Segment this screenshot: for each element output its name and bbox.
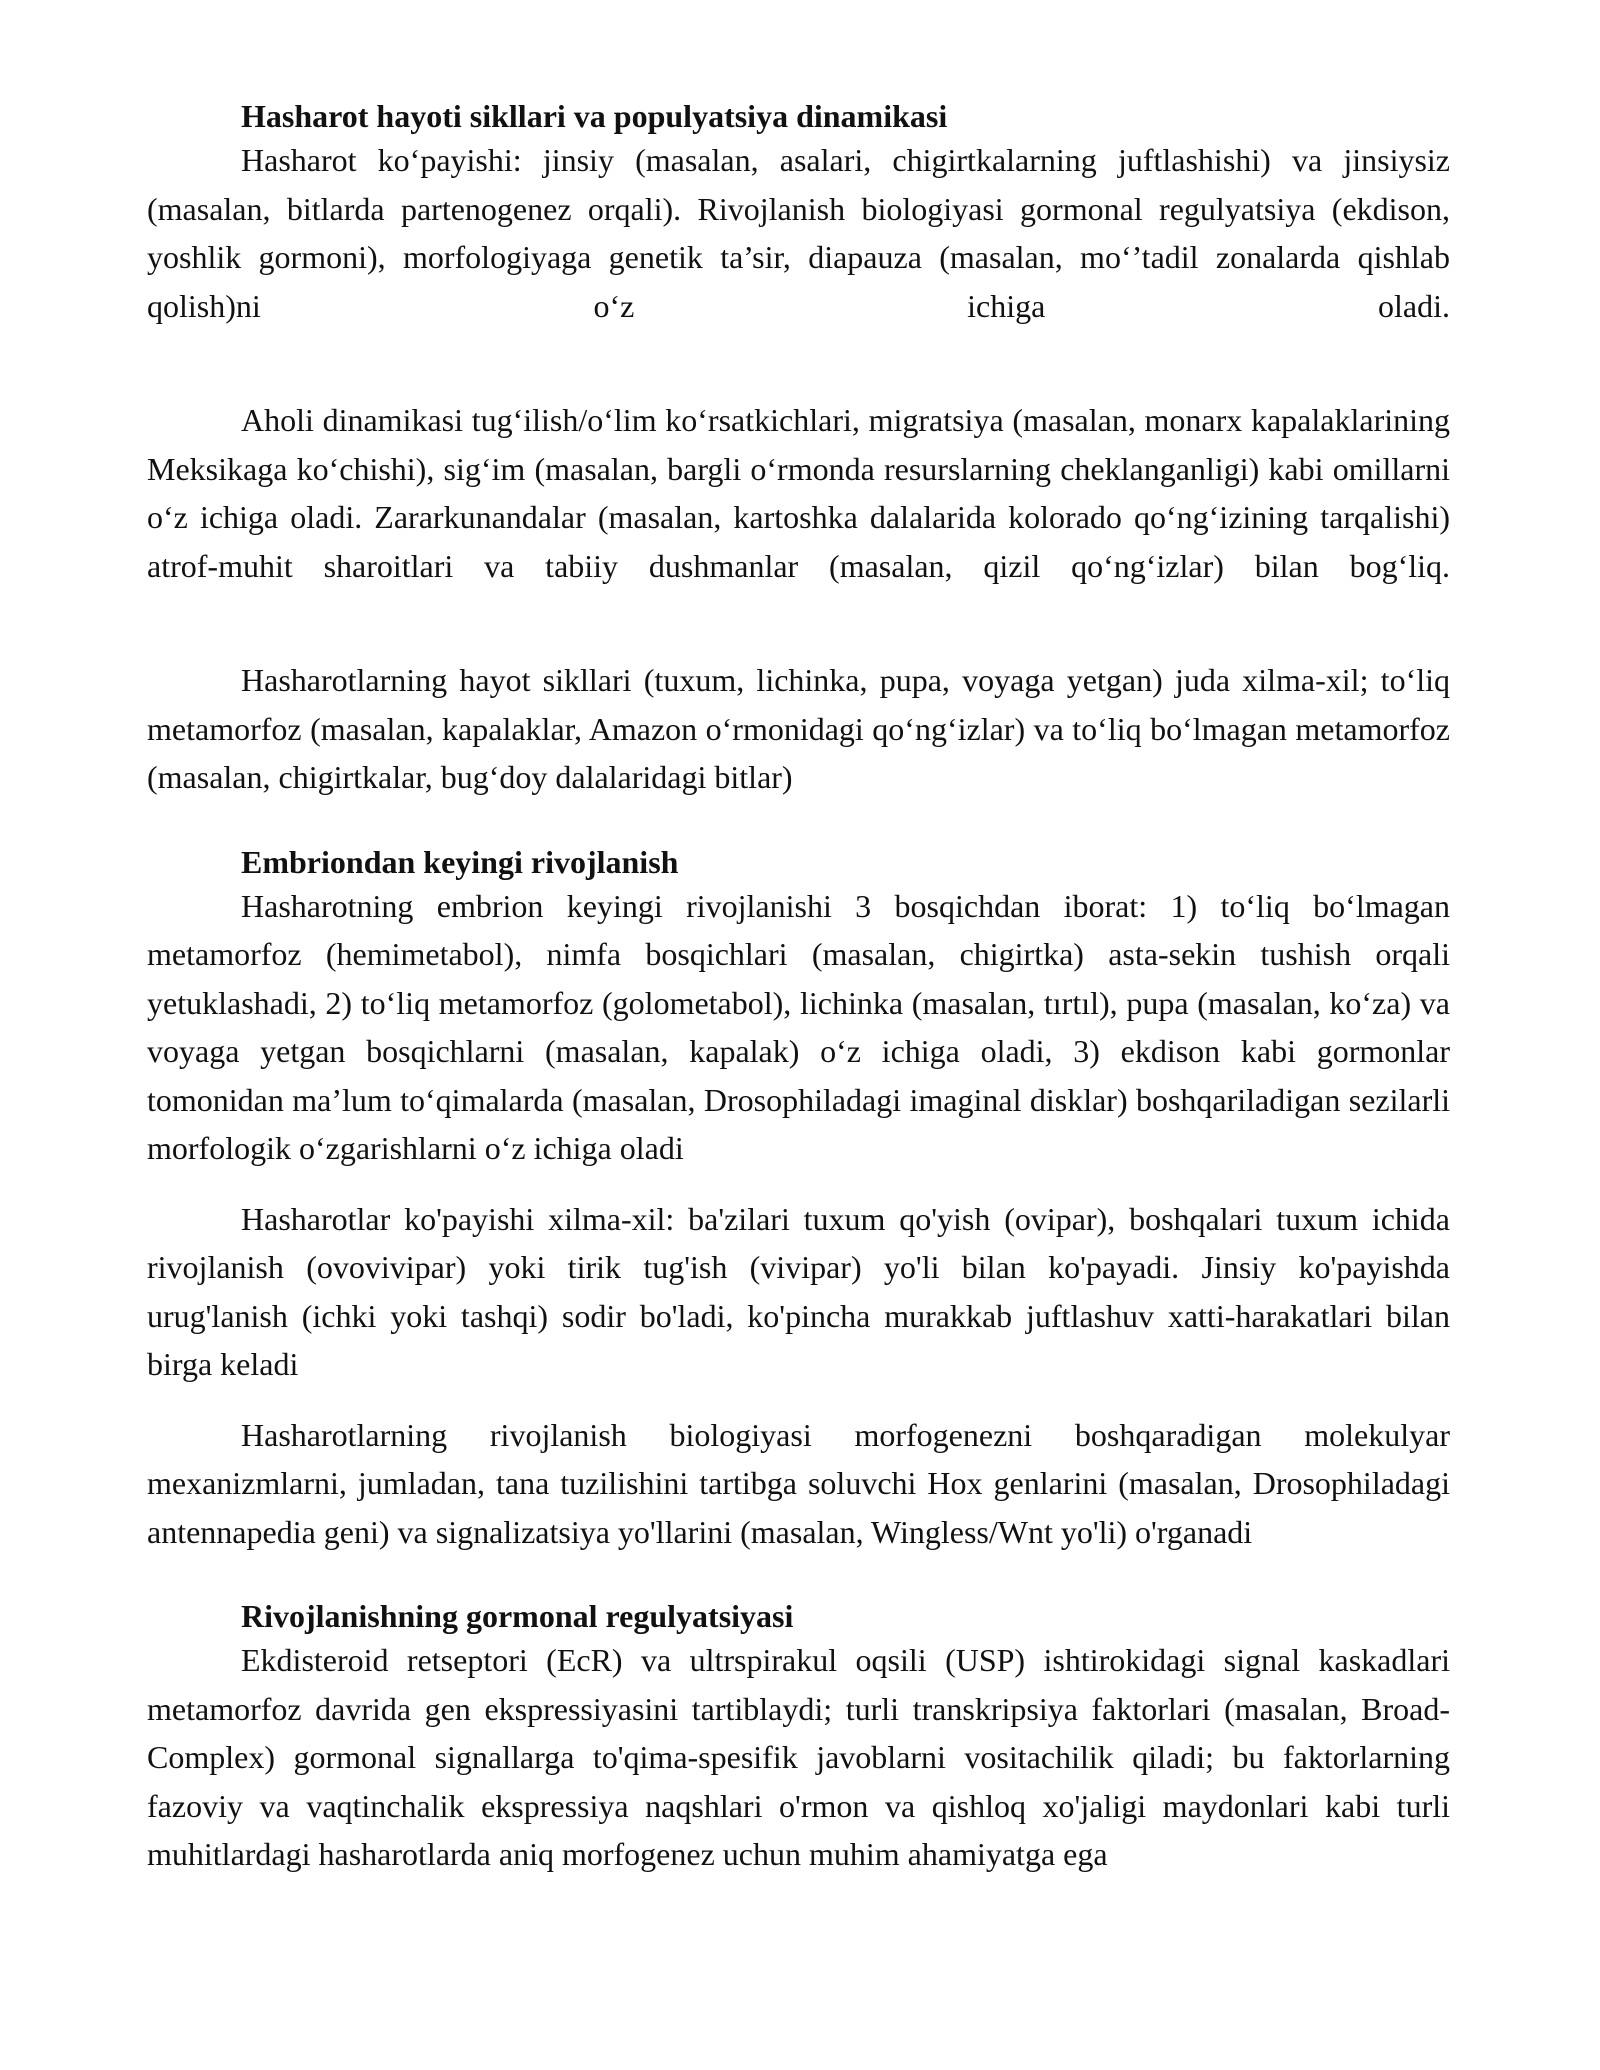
paragraph-developmental-biology: Hasharotlarning rivojlanish biologiyasi morfogenezni boshqaradigan molekulyar mexanizmlarni, jumladan, tana tuzilishini tartibga soluvchi Hox genlarini (masalan, Drosophiladagi antennapedia geni) va signalizatsiya yo'llarini (masalan, Wingless/Wnt yo'li) o'rganadi bbox=[147, 1416, 1450, 1550]
paragraph-life-cycles: Hasharotlarning hayot sikllari (tuxum, lichinka, pupa, voyaga yetgan) juda xilma-xil; to‘liq metamorfoz (masalan, kapalaklar, Amazon o‘rmonidagi qo‘ng‘izlar) va to‘liq bo‘lmagan metamorfoz (masalan, chigirtkalar, bug‘doy dalalaridagi bitlar) bbox=[147, 662, 1450, 795]
section-heading-postembryonic: Embriondan keyingi rivojlanish bbox=[241, 843, 679, 880]
section-heading-hormonal-regulation: Rivojlanishning gormonal regulyatsiyasi bbox=[241, 1598, 794, 1634]
paragraph-population-dynamics: Aholi dinamikasi tug‘ilish/o‘lim ko‘rsatkichlari, migratsiya (masalan, monarx kapalaklarining Meksikaga ko‘chishi), sig‘im (masalan, bargli o‘rmonda resurslarning cheklanganligi) kabi omillarni o‘z ichiga oladi. Zararkunandalar (masalan, kartoshka dalalarida kolorado qo‘ng‘izining tarqalishi) atrof-muhit sharoitlari va tabiiy dushmanlar (masalan, qizil qo‘ng‘izlar) bilan bog‘liq. bbox=[147, 402, 1450, 584]
document-page bbox=[147, 96, 1450, 1879]
section-heading-life-cycles: Hasharot hayoti sikllari va populyatsiya dinamikasi bbox=[241, 98, 948, 134]
paragraph-postembryonic-stages: Hasharotning embrion keyingi rivojlanishi 3 bosqichdan iborat: 1) to‘liq bo‘lmagan metamorfoz (hemimetabol), nimfa bosqichlari (masalan, chigirtka) asta-sekin tushish orqali yetuklashadi, 2) to‘liq metamorfoz (golometabol), lichinka (masalan, tırtıl), pupa (masalan, ko‘za) va voyaga yetgan bosqichlarni (masalan, kapalak) o‘z ichiga oladi, 3) ekdison kabi gormonlar tomonidan ma’lum to‘qimalarda (masalan, Drosophiladagi imaginal disklar) boshqariladigan sezilarli morfologik o‘zgarishlarni o‘z ichiga oladi bbox=[147, 887, 1450, 1166]
paragraph-reproduction-modes: Hasharotlar ko'payishi xilma-xil: ba'zilari tuxum qo'yish (ovipar), boshqalari tuxum ichida rivojlanish (ovovivipar) yoki tirik tug'ish (vivipar) yo'li bilan ko'payadi. Jinsiy ko'payishda urug'lanish (ichki yoki tashqi) sodir bo'ladi, ko'pincha murakkab juftlashuv xatti-harakatlari bilan birga keladi bbox=[147, 1200, 1450, 1382]
paragraph-hormonal-signaling: Ekdisteroid retseptori (EcR) va ultrspirakul oqsili (USP) ishtirokidagi signal kaskadlari metamorfoz davrida gen ekspressiyasini tartiblaydi; turli transkripsiya faktorlari (masalan, Broad-Complex) gormonal signallarga to'qima-spesifik javoblarni vositachilik qiladi; bu faktorlarning fazoviy va vaqtinchalik ekspressiya naqshlari o'rmon va qishloq xo'jaligi maydonlari kabi turli muhitlardagi hasharotlarda aniq morfogenez uchun muhim ahamiyatga ega bbox=[147, 1642, 1450, 1872]
paragraph-reproduction: Hasharot ko‘payishi: jinsiy (masalan, asalari, chigirtkalarning juftlashishi) va jinsiysiz (masalan, bitlarda partenogenez orqali). Rivojlanish biologiyasi gormonal regulyatsiya (ekdison, yoshlik gormoni), morfologiyaga genetik ta’sir, diapauza (masalan, mo‘’tadil zonalarda qishlab qolish)ni o‘z ichiga oladi. bbox=[147, 142, 1450, 324]
